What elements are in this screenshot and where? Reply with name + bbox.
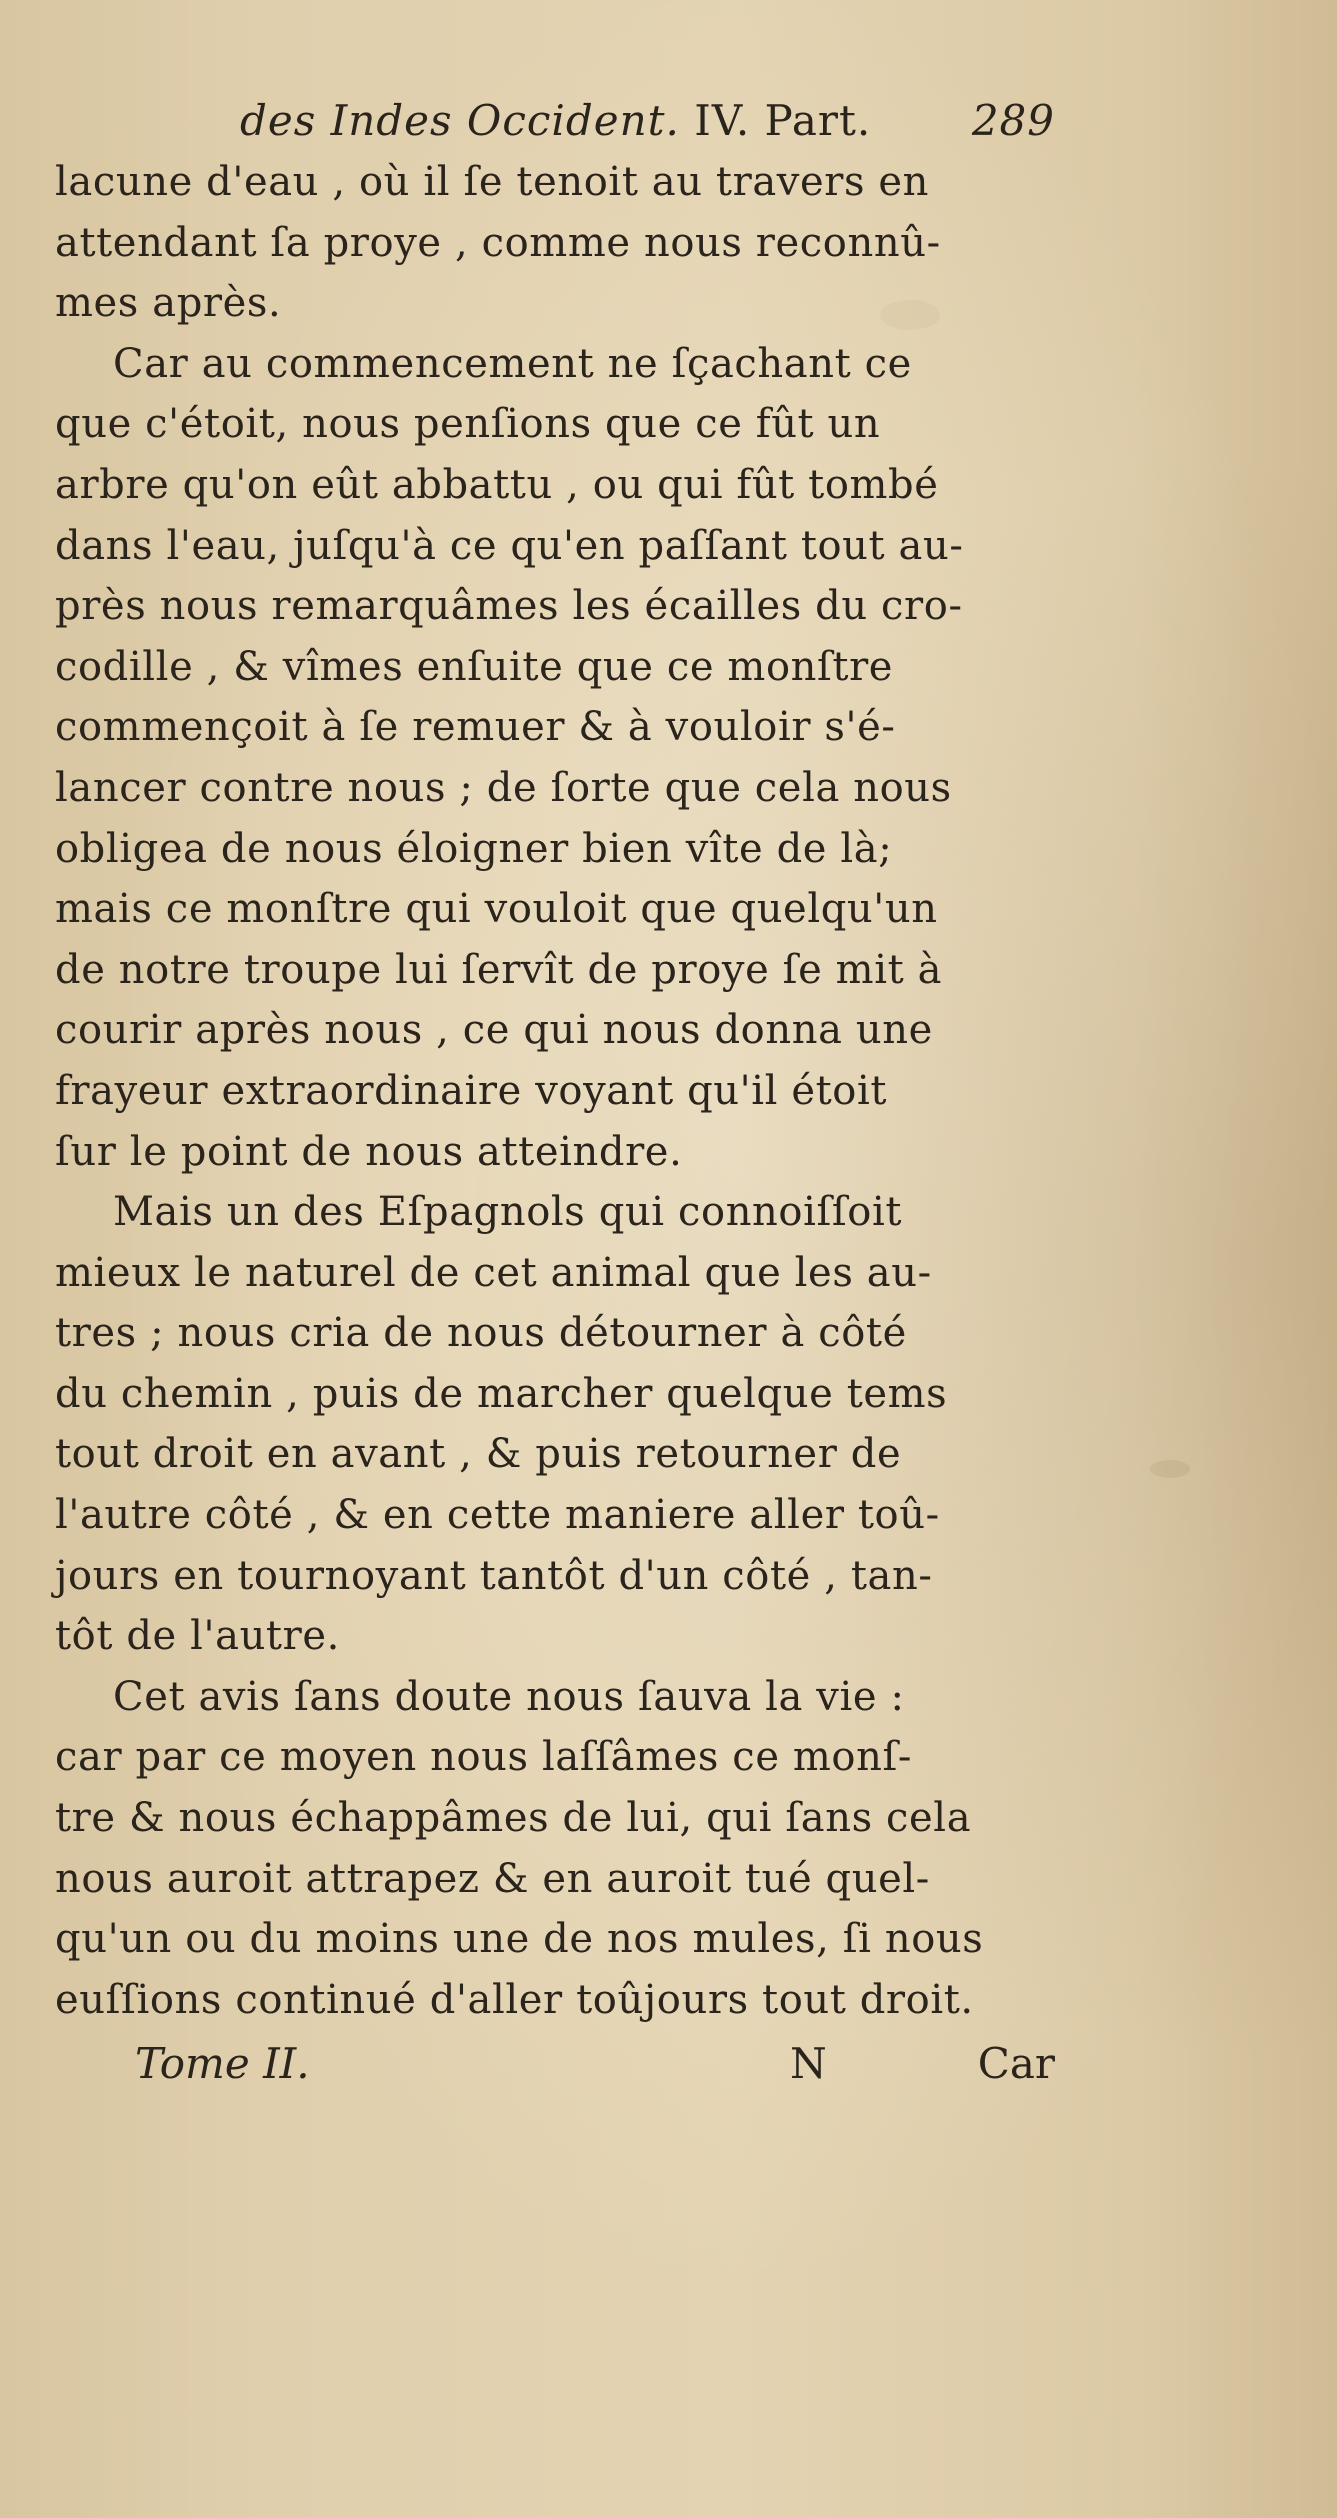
catchword: Car (977, 2039, 1055, 2089)
text-line: courir après nous , ce qui nous donna une (55, 1007, 933, 1054)
text-line: ſur le point de nous atteindre. (55, 1128, 683, 1175)
page-number: 289 (971, 96, 1055, 145)
text-line: dans l'eau, juſqu'à ce qu'en paſſant tout au- (55, 522, 964, 569)
text-line: l'autre côté , & en cette maniere aller toû- (55, 1492, 940, 1539)
text-line: nous auroit attrapez & en auroit tué quel- (55, 1855, 930, 1902)
text-line: lacune d'eau , où il ſe tenoit au travers en (55, 159, 930, 205)
text-line: Mais un des Eſpagnols qui connoiſſoit (113, 1189, 903, 1236)
text-line: mais ce monſtre qui vouloit que quelqu'un (55, 886, 938, 933)
text-line: tre & nous échappâmes de lui, qui ſans cela (55, 1795, 972, 1842)
running-title (240, 90, 871, 152)
text-line: commençoit à ſe remuer & à vouloir s'é- (55, 704, 896, 751)
volume-label: Tome II. (135, 2039, 310, 2089)
text-line: mes après. (55, 280, 282, 327)
running-title-part: IV. Part. (694, 96, 872, 145)
text-line: jours en tournoyant tantôt d'un côté , tan- (55, 1552, 933, 1599)
running-header (55, 90, 1055, 152)
text-line: codille , & vîmes enſuite que ce monſtre (55, 643, 894, 690)
running-title-italic: des Indes Occident. (240, 96, 680, 145)
text-line: lancer contre nous ; de ſorte que cela nous (55, 764, 952, 811)
signature-mark: N (790, 2039, 827, 2089)
text-line: que c'étoit, nous penſions que ce fût un (55, 401, 881, 448)
text-line: Car au commencement ne ſçachant ce (113, 340, 912, 387)
paper-stain (1150, 1460, 1190, 1478)
text-line: attendant ſa proye , comme nous reconnû- (55, 219, 941, 266)
page-footer (55, 2034, 1055, 2094)
text-line: tôt de l'autre. (55, 1613, 340, 1660)
text-line: tout droit en avant , & puis retourner de (55, 1431, 902, 1478)
text-line: frayeur extraordinaire voyant qu'il étoit (55, 1067, 888, 1114)
text-line: du chemin , puis de marcher quelque tems (55, 1370, 948, 1417)
text-line: tres ; nous cria de nous détourner à côté (55, 1310, 907, 1357)
text-line: de notre troupe lui ſervît de proye ſe mit à (55, 946, 943, 993)
text-line: arbre qu'on eût abbattu , ou qui fût tombé (55, 461, 939, 508)
text-line: euſſions continué d'aller toûjours tout droit. (55, 1976, 974, 2023)
text-line: Cet avis ſans doute nous ſauva la vie : (113, 1673, 905, 1720)
text-block (55, 90, 1055, 2094)
text-line: mieux le naturel de cet animal que les au- (55, 1249, 932, 1296)
text-line: qu'un ou du moins une de nos mules, ſi nous (55, 1916, 984, 1963)
text-line: obligea de nous éloigner bien vîte de là; (55, 825, 893, 872)
text-line: car par ce moyen nous laſſâmes ce monſ- (55, 1734, 912, 1781)
text-line: près nous remarquâmes les écailles du cro- (55, 583, 963, 630)
